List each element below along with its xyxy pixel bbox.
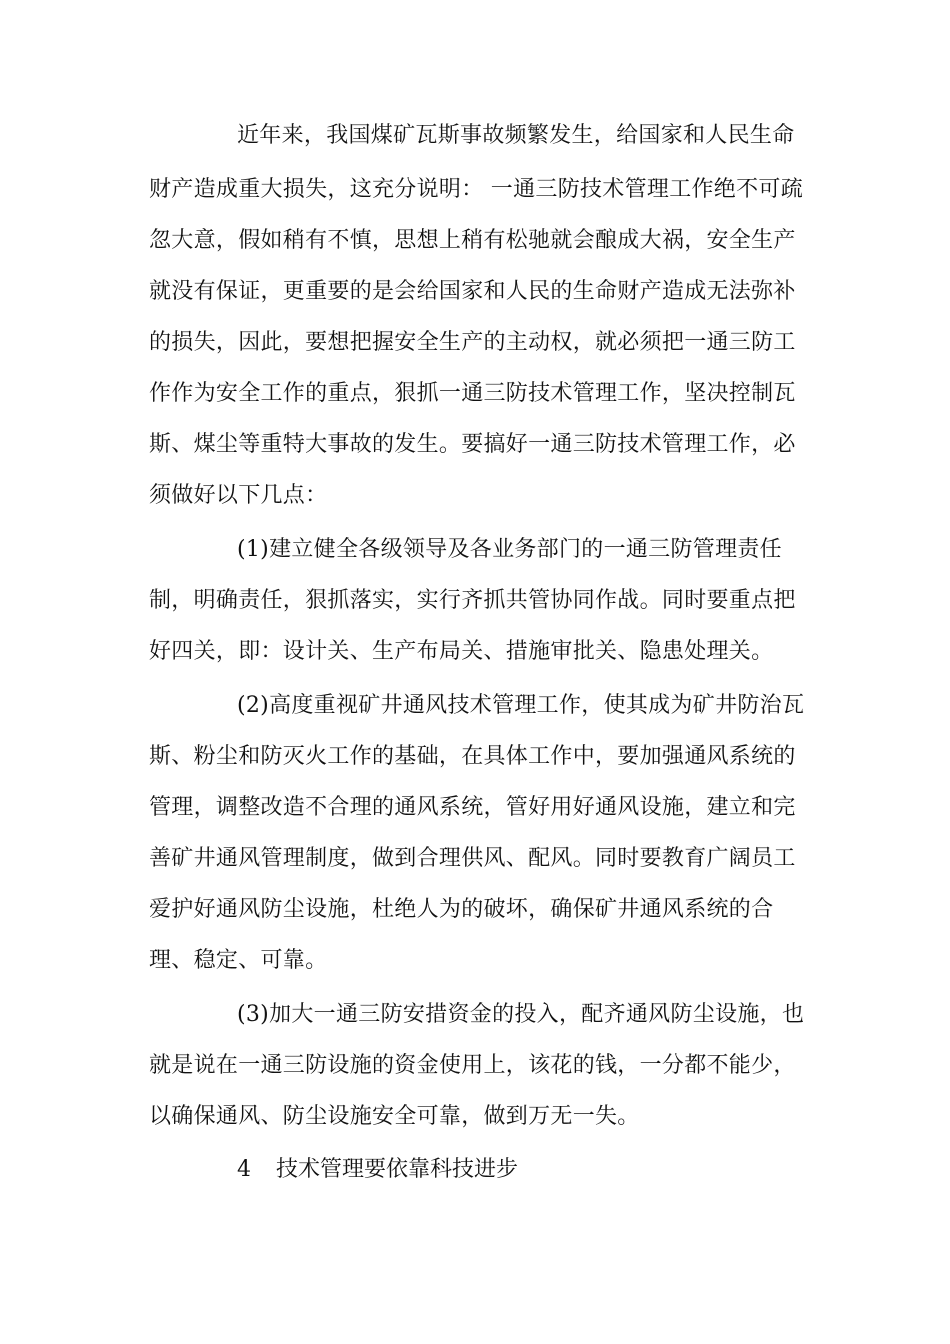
section-title: 技术管理要依靠科技进步 xyxy=(276,1157,519,1182)
text-line: (3)加大一通三防安措资金的投入，配齐通风防尘设施，也 xyxy=(237,1002,805,1027)
text-line: 就是说在一通三防设施的资金使用上，该花的钱，一分都不能少， xyxy=(149,1053,796,1078)
text-line: 好四关，即：设计关、生产布局关、措施审批关、隐患处理关。 xyxy=(149,639,774,664)
text-line: 须做好以下几点： xyxy=(149,483,328,508)
text-line: 就没有保证，更重要的是会给国家和人民的生命财产造成无法弥补 xyxy=(149,279,796,304)
text-line: 财产造成重大损失，这充分说明： 一通三防技术管理工作绝不可疏 xyxy=(149,177,803,202)
text-line: 理、稳定、可靠。 xyxy=(149,948,328,973)
text-line: 作作为安全工作的重点，狠抓一通三防技术管理工作，坚决控制瓦 xyxy=(149,381,796,406)
text-line: 以确保通风、防尘设施安全可靠，做到万无一失。 xyxy=(149,1104,640,1129)
text-line: 制，明确责任，狠抓落实，实行齐抓共管协同作战。同时要重点把 xyxy=(149,588,796,613)
text-line: 斯、粉尘和防灭火工作的基础，在具体工作中，要加强通风系统的 xyxy=(149,744,796,769)
text-line: 管理，调整改造不合理的通风系统，管好用好通风设施，建立和完 xyxy=(149,795,796,820)
text-line: (1)建立健全各级领导及各业务部门的一通三防管理责任 xyxy=(237,537,782,562)
text-line: 善矿井通风管理制度，做到合理供风、配风。同时要教育广阔员工 xyxy=(149,846,796,871)
text-line: 近年来，我国煤矿瓦斯事故频繁发生，给国家和人民生命 xyxy=(237,123,795,148)
section-number: 4 xyxy=(237,1157,251,1182)
text-line: (2)高度重视矿井通风技术管理工作，使其成为矿井防治瓦 xyxy=(237,693,805,718)
text-line: 斯、煤尘等重特大事故的发生。要搞好一通三防技术管理工作，必 xyxy=(149,432,796,457)
text-line: 爱护好通风防尘设施，杜绝人为的破坏，确保矿井通风系统的合 xyxy=(149,897,774,922)
text-line: 的损失，因此，要想把握安全生产的主动权，就必须把一通三防工 xyxy=(149,330,796,355)
text-line: 忽大意，假如稍有不慎，思想上稍有松驰就会酿成大祸，安全生产 xyxy=(149,228,796,253)
